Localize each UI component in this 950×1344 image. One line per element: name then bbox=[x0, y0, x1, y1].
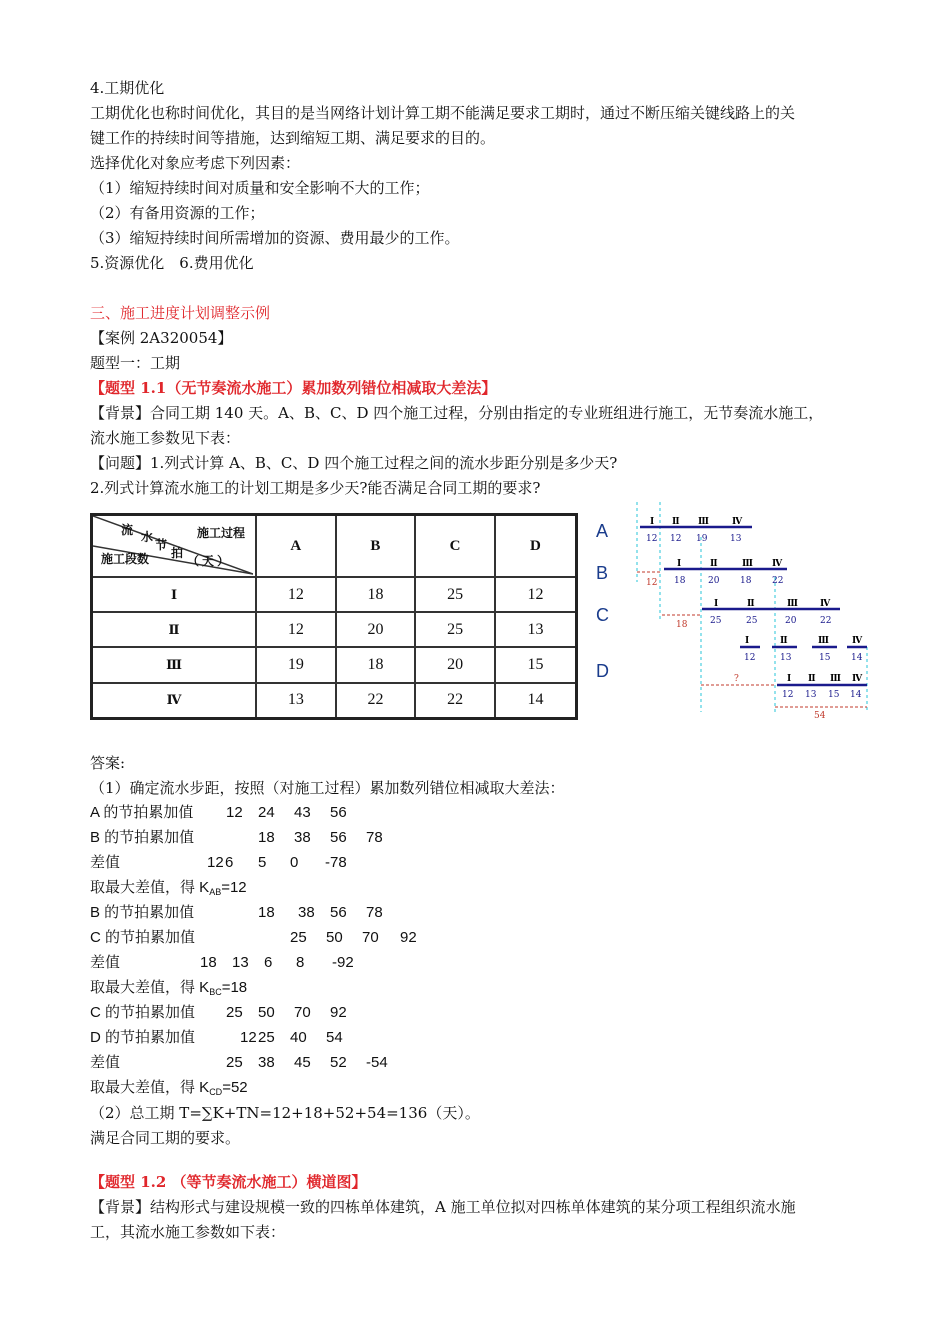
calc-value: 8 bbox=[296, 954, 305, 971]
calc-label: D 的节拍累加值 bbox=[90, 1029, 196, 1046]
segment-label: Ⅳ bbox=[772, 559, 783, 569]
calc-label: C 的节拍累加值 bbox=[90, 929, 196, 946]
result-subscript: AB bbox=[209, 887, 222, 897]
question-1: 【问题】1.列式计算 A、B、C、D 四个施工过程之间的流水步距分别是多少天? bbox=[90, 454, 618, 472]
calc-value: 5 bbox=[258, 854, 267, 871]
list-item: 5.资源优化 6.费用优化 bbox=[90, 254, 254, 272]
row-label-C: C bbox=[596, 605, 609, 625]
calc-label: B 的节拍累加值 bbox=[90, 904, 195, 921]
calc-row bbox=[90, 953, 372, 973]
calc-label: 差值 bbox=[90, 1054, 121, 1071]
bar-row-D-upper bbox=[740, 636, 867, 663]
calc-value: 38 bbox=[298, 904, 315, 921]
bar-row-C bbox=[662, 599, 840, 630]
result-subscript: CD bbox=[209, 1087, 223, 1097]
calc-value: 38 bbox=[258, 1054, 275, 1071]
duration-label: 13 bbox=[730, 534, 742, 544]
answer-step-2: （2）总工期 T=∑K+TN=12+18+52+54=136（天）。 bbox=[90, 1104, 480, 1122]
calc-label: A 的节拍累加值 bbox=[90, 804, 194, 821]
col-header: B bbox=[336, 515, 416, 578]
corner-char: （ 天 ） bbox=[187, 554, 230, 568]
duration-label: 18 bbox=[740, 576, 752, 586]
calc-row bbox=[90, 928, 436, 948]
duration-label: 25 bbox=[746, 616, 758, 626]
calc-label: B 的节拍累加值 bbox=[90, 829, 195, 846]
duration-label: 15 bbox=[828, 690, 840, 700]
flow-schedule-diagram bbox=[592, 497, 892, 722]
table-row bbox=[92, 612, 577, 647]
table-cell: 12 bbox=[495, 577, 577, 612]
result-prefix: 取最大差值，得 K bbox=[90, 879, 210, 896]
duration-label: 20 bbox=[785, 616, 797, 626]
list-item: （2）有备用资源的工作； bbox=[90, 204, 265, 222]
corner-col-label: 施工过程 bbox=[197, 526, 246, 540]
table-cell: 25 bbox=[415, 577, 495, 612]
duration-label: 25 bbox=[710, 616, 722, 626]
calc-value: 56 bbox=[330, 904, 347, 921]
segment-label: Ⅱ bbox=[710, 559, 718, 569]
duration-label: 13 bbox=[805, 690, 817, 700]
calc-value: -78 bbox=[325, 854, 347, 871]
row-header: Ⅰ bbox=[92, 577, 257, 612]
calc-row bbox=[90, 1053, 406, 1073]
calc-value: 6 bbox=[225, 854, 234, 871]
table-cell: 25 bbox=[415, 612, 495, 647]
segment-label: Ⅲ bbox=[830, 674, 841, 684]
calc-value: -92 bbox=[332, 954, 354, 971]
table-cell: 22 bbox=[336, 683, 416, 719]
calc-value: 50 bbox=[258, 1004, 275, 1021]
calc-value: 13 bbox=[232, 954, 249, 971]
calc-value: 50 bbox=[326, 929, 343, 946]
result-value: =52 bbox=[222, 1079, 248, 1096]
duration-label: 12 bbox=[646, 534, 658, 544]
row-label-A: A bbox=[596, 521, 609, 541]
calc-value: 56 bbox=[330, 829, 347, 846]
calc-value: 78 bbox=[366, 829, 383, 846]
calc-value: 54 bbox=[326, 1029, 343, 1046]
case-label: 【案例 2A320054】 bbox=[90, 329, 233, 347]
calc-value: 56 bbox=[330, 804, 347, 821]
table-cell: 13 bbox=[495, 612, 577, 647]
total-label: 54 bbox=[814, 711, 826, 721]
corner-char: 拍 bbox=[171, 546, 184, 560]
calc-value: -54 bbox=[366, 1054, 388, 1071]
segment-label: Ⅲ bbox=[787, 599, 798, 609]
calc-value: 12 bbox=[207, 854, 224, 871]
result-prefix: 取最大差值，得 K bbox=[90, 1079, 210, 1096]
flow-parameter-table bbox=[90, 513, 578, 720]
calc-row bbox=[90, 803, 366, 823]
background-text: 【背景】结构形式与建设规模一致的四栋单体建筑，A 施工单位拟对四栋单体建筑的某分项工程组织流水施 bbox=[90, 1198, 796, 1216]
calc-value: 43 bbox=[294, 804, 311, 821]
duration-label: 20 bbox=[708, 576, 720, 586]
calc-value: 12 bbox=[226, 804, 243, 821]
paragraph-line: 工期优化也称时间优化，其目的是当网络计划计算工期不能满足要求工期时，通过不断压缩关键线路上的关 bbox=[90, 104, 796, 122]
list-item: （1）缩短持续时间对质量和安全影响不大的工作； bbox=[90, 179, 430, 197]
col-header: A bbox=[256, 515, 336, 578]
gap-label: ? bbox=[734, 674, 739, 684]
calc-value: 18 bbox=[200, 954, 217, 971]
calc-value: 12 bbox=[240, 1029, 257, 1046]
table-cell: 19 bbox=[256, 647, 336, 682]
calc-value: 0 bbox=[290, 854, 299, 871]
col-header: D bbox=[495, 515, 577, 578]
duration-label: 12 bbox=[670, 534, 682, 544]
table-corner-header bbox=[92, 515, 257, 578]
table-cell: 14 bbox=[495, 683, 577, 719]
row-header: Ⅲ bbox=[92, 647, 257, 682]
table-cell: 12 bbox=[256, 577, 336, 612]
calc-value: 24 bbox=[258, 804, 275, 821]
calc-row bbox=[90, 1003, 366, 1023]
step-result bbox=[90, 878, 247, 902]
duration-label: 19 bbox=[696, 534, 708, 544]
subtitle-type-1-1: 【题型 1.1（无节奏流水施工）累加数列错位相减取大差法】 bbox=[90, 379, 497, 397]
segment-label: Ⅲ bbox=[818, 636, 829, 646]
table-cell: 13 bbox=[256, 683, 336, 719]
calc-value: 40 bbox=[290, 1029, 307, 1046]
table-row bbox=[92, 577, 577, 612]
row-header: Ⅱ bbox=[92, 612, 257, 647]
calc-value: 25 bbox=[258, 1029, 275, 1046]
gap-label: 12 bbox=[646, 578, 658, 588]
table-cell: 18 bbox=[336, 647, 416, 682]
table-cell: 20 bbox=[336, 612, 416, 647]
table-cell: 12 bbox=[256, 612, 336, 647]
answer-heading: 答案: bbox=[90, 754, 126, 772]
bar-row-A bbox=[640, 517, 752, 544]
duration-label: 15 bbox=[819, 653, 831, 663]
duration-label: 14 bbox=[850, 690, 862, 700]
segment-label: Ⅰ bbox=[714, 599, 719, 609]
segment-label: Ⅰ bbox=[787, 674, 792, 684]
duration-label: 13 bbox=[780, 653, 792, 663]
table-cell: 18 bbox=[336, 577, 416, 612]
calc-value: 38 bbox=[294, 829, 311, 846]
segment-label: Ⅰ bbox=[745, 636, 750, 646]
corner-char: 水 bbox=[141, 530, 154, 544]
calc-value: 92 bbox=[400, 929, 417, 946]
table-row bbox=[92, 683, 577, 719]
col-header: C bbox=[415, 515, 495, 578]
calc-row bbox=[90, 1028, 362, 1048]
segment-label: Ⅳ bbox=[852, 636, 863, 646]
calc-row bbox=[90, 828, 402, 848]
background-text: 流水施工参数见下表： bbox=[90, 429, 241, 447]
result-value: =12 bbox=[221, 879, 247, 896]
question-type: 题型一：工期 bbox=[90, 354, 181, 372]
calc-row bbox=[90, 853, 365, 873]
duration-label: 14 bbox=[851, 653, 863, 663]
calc-value: 52 bbox=[330, 1054, 347, 1071]
calc-value: 25 bbox=[290, 929, 307, 946]
table-cell: 15 bbox=[495, 647, 577, 682]
table-row bbox=[92, 647, 577, 682]
table-cell: 22 bbox=[415, 683, 495, 719]
segment-label: Ⅱ bbox=[780, 636, 788, 646]
segment-label: Ⅱ bbox=[808, 674, 816, 684]
result-subscript: BC bbox=[209, 987, 222, 997]
result-value: =18 bbox=[221, 979, 248, 996]
background-text: 【背景】合同工期 140 天。A、B、C、D 四个施工过程，分别由指定的专业班组进行施工，无节奏流水施工， bbox=[90, 404, 824, 422]
question-2: 2.列式计算流水施工的计划工期是多少天?能否满足合同工期的要求? bbox=[90, 479, 541, 497]
segment-label: Ⅳ bbox=[852, 674, 863, 684]
duration-label: 18 bbox=[674, 576, 686, 586]
answer-step-1: （1）确定流水步距，按照（对施工过程）累加数列错位相减取大差法： bbox=[90, 779, 565, 797]
heading-schedule-optimization: 4.工期优化 bbox=[90, 79, 165, 97]
calc-value: 18 bbox=[258, 904, 275, 921]
segment-label: Ⅳ bbox=[820, 599, 831, 609]
corner-char: 节 bbox=[155, 538, 168, 552]
segment-label: Ⅲ bbox=[698, 517, 709, 527]
calc-label: 差值 bbox=[90, 954, 121, 971]
calc-value: 78 bbox=[366, 904, 383, 921]
step-result bbox=[90, 1078, 248, 1102]
calc-value: 6 bbox=[264, 954, 273, 971]
table-cell: 20 bbox=[415, 647, 495, 682]
duration-label: 12 bbox=[744, 653, 756, 663]
segment-label: Ⅱ bbox=[747, 599, 755, 609]
calc-value: 25 bbox=[226, 1004, 243, 1021]
duration-label: 12 bbox=[782, 690, 794, 700]
step-result bbox=[90, 978, 247, 1002]
segment-label: Ⅲ bbox=[742, 559, 753, 569]
calc-value: 70 bbox=[294, 1004, 311, 1021]
segment-label: Ⅰ bbox=[650, 517, 655, 527]
answer-conclusion: 满足合同工期的要求。 bbox=[90, 1129, 241, 1147]
calc-value: 25 bbox=[226, 1054, 243, 1071]
section-title: 三、施工进度计划调整示例 bbox=[90, 304, 271, 322]
segment-label: Ⅰ bbox=[677, 559, 682, 569]
corner-char: 流 bbox=[121, 523, 134, 537]
row-label-B: B bbox=[596, 563, 609, 583]
list-item: （3）缩短持续时间所需增加的资源、费用最少的工作。 bbox=[90, 229, 460, 247]
segment-label: Ⅳ bbox=[732, 517, 743, 527]
paragraph-line: 键工作的持续时间等措施，达到缩短工期、满足要求的目的。 bbox=[90, 129, 496, 147]
result-prefix: 取最大差值，得 K bbox=[90, 979, 210, 996]
calc-label: C 的节拍累加值 bbox=[90, 1004, 196, 1021]
gap-label: 18 bbox=[676, 620, 688, 630]
calc-row bbox=[90, 903, 402, 923]
calc-value: 45 bbox=[294, 1054, 311, 1071]
calc-value: 70 bbox=[362, 929, 379, 946]
corner-row-label: 施工段数 bbox=[101, 552, 150, 566]
duration-label: 22 bbox=[772, 576, 784, 586]
calc-label: 差值 bbox=[90, 854, 121, 871]
background-text: 工，其流水施工参数如下表： bbox=[90, 1223, 286, 1241]
subtitle-type-1-2: 【题型 1.2 （等节奏流水施工）横道图】 bbox=[90, 1173, 367, 1191]
bar-row-D bbox=[701, 674, 867, 721]
segment-label: Ⅱ bbox=[672, 517, 680, 527]
row-header: Ⅳ bbox=[92, 683, 257, 719]
calc-value: 92 bbox=[330, 1004, 347, 1021]
paragraph-line: 选择优化对象应考虑下列因素： bbox=[90, 154, 301, 172]
row-label-D: D bbox=[596, 661, 609, 681]
duration-label: 22 bbox=[820, 616, 832, 626]
calc-value: 18 bbox=[258, 829, 275, 846]
